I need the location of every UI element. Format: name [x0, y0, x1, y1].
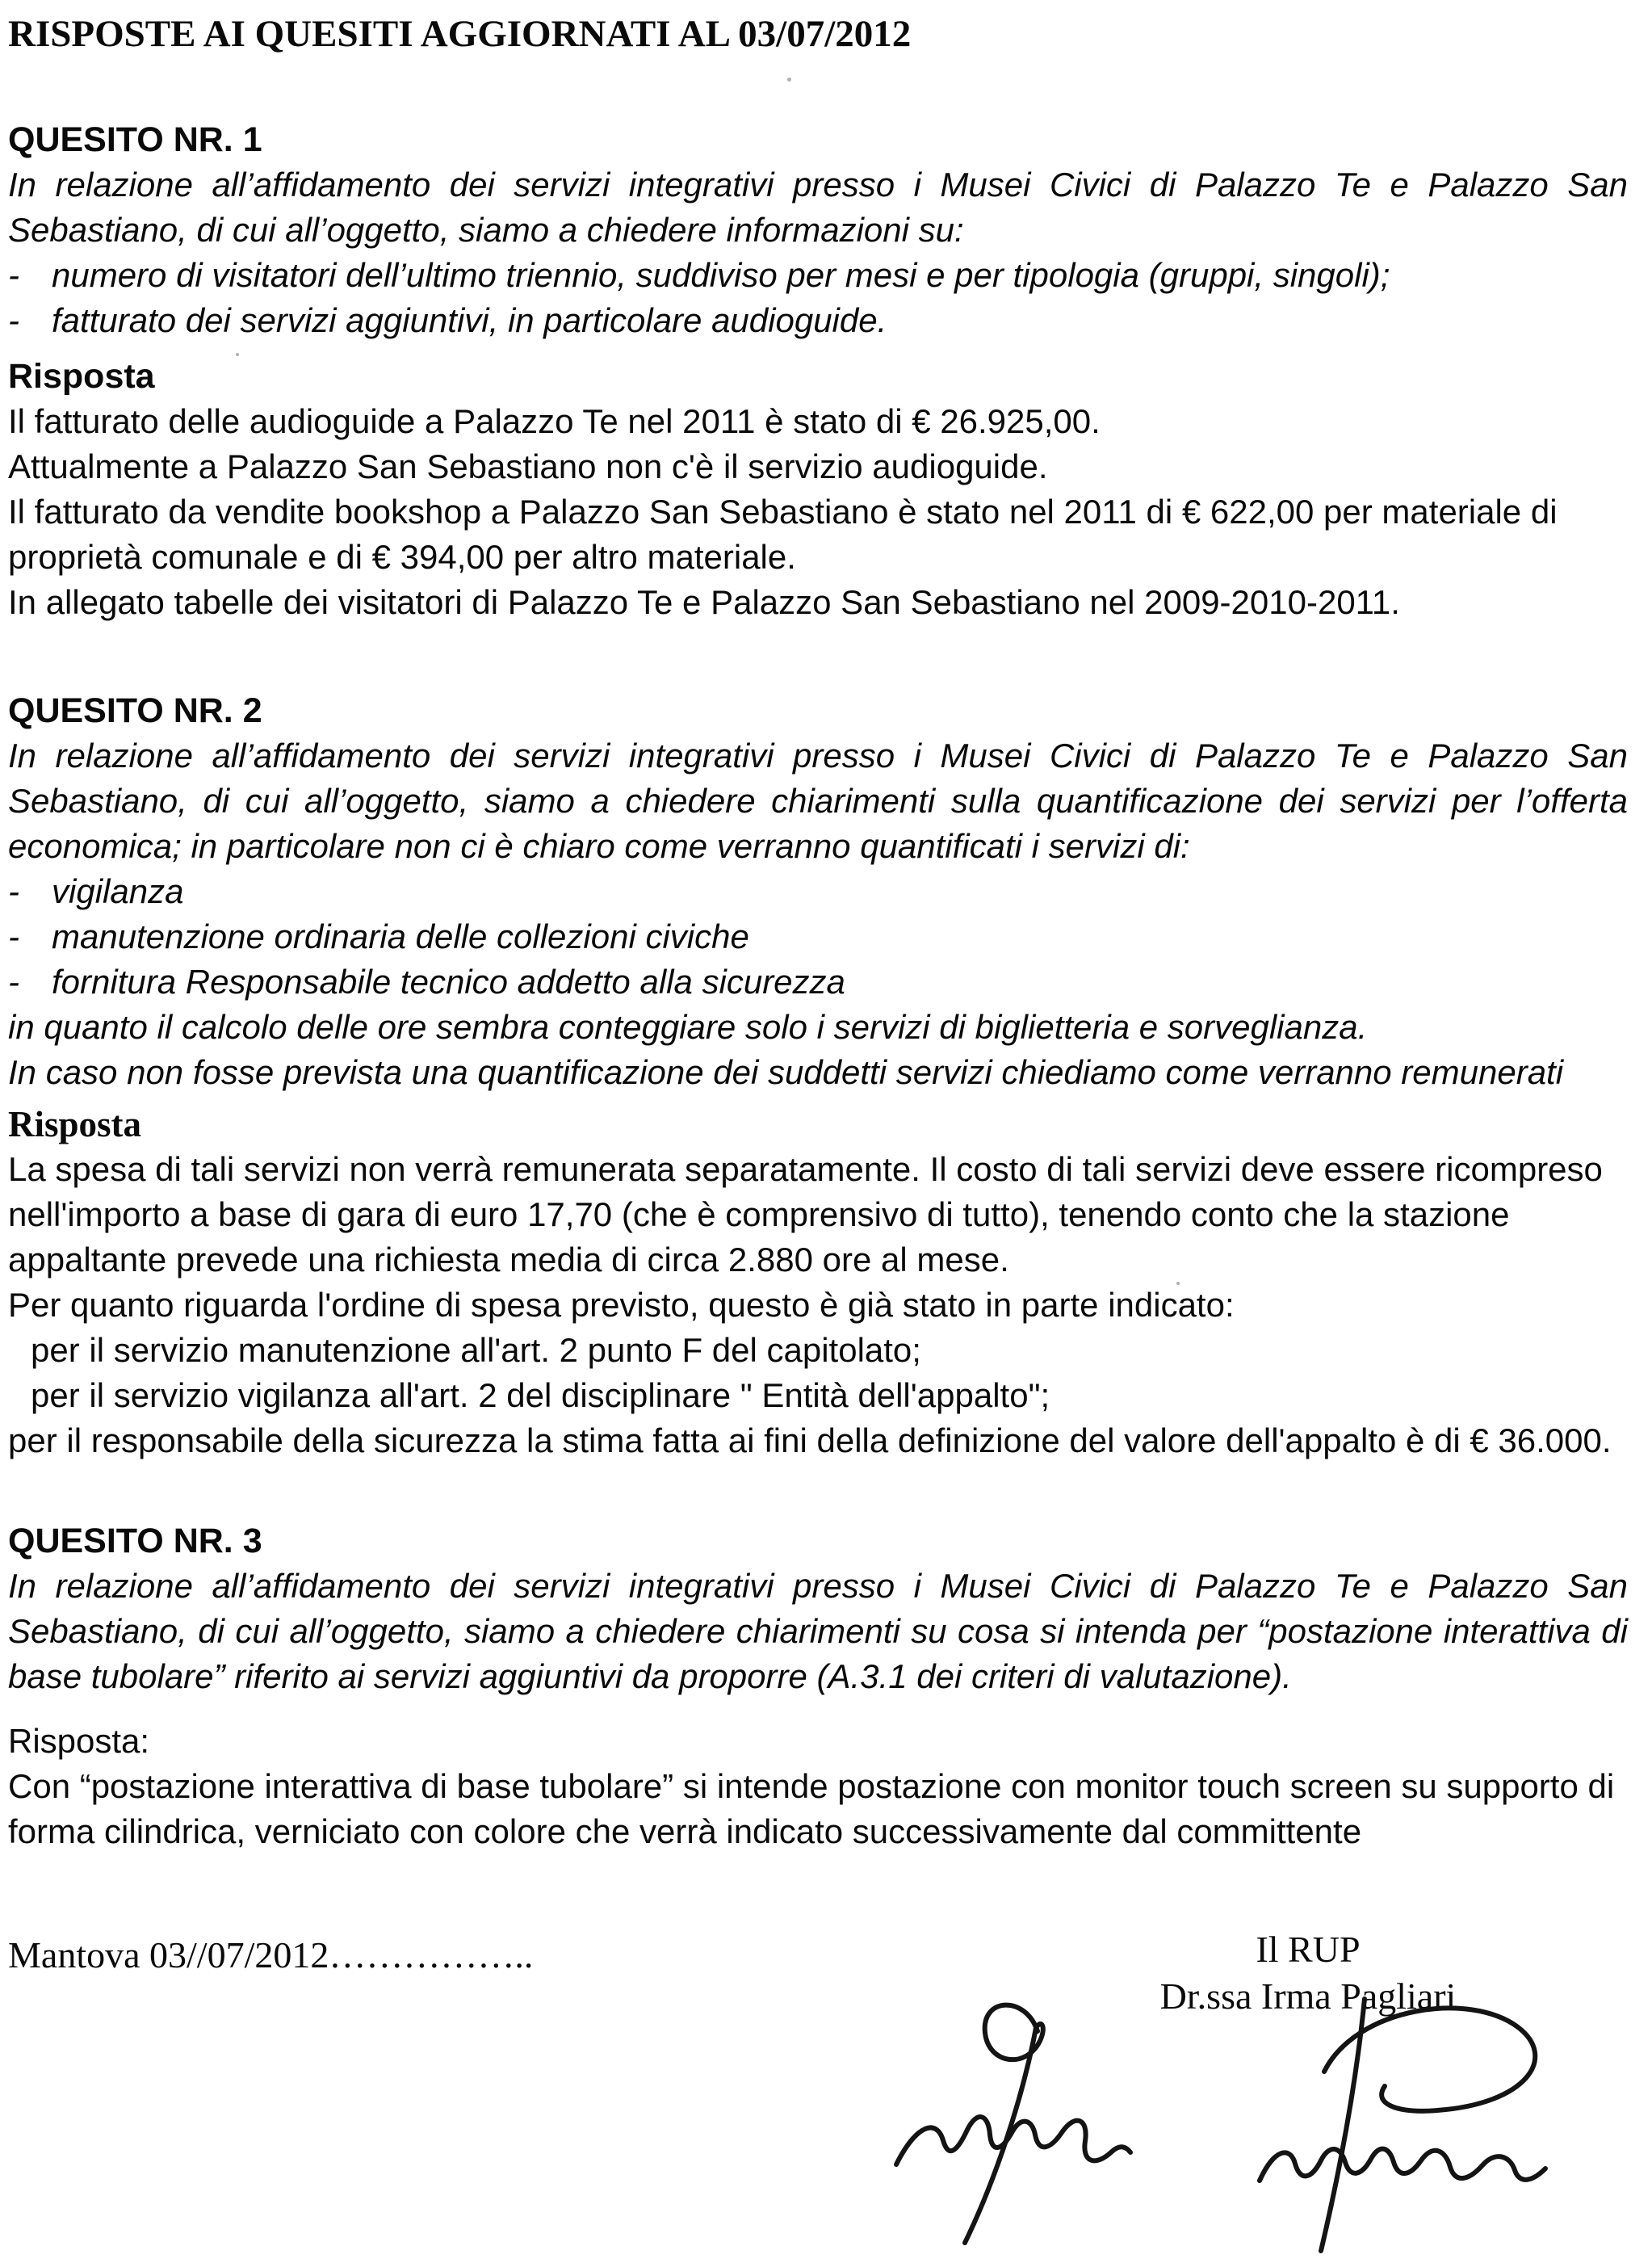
- quesito-1-bullet: [8, 253, 1628, 298]
- bullet-dash: -: [8, 872, 19, 910]
- bullet-text: manutenzione ordinaria delle collezioni civiche: [52, 917, 749, 955]
- scan-speck: [787, 78, 791, 82]
- scan-speck: [236, 353, 239, 356]
- quesito-2-intro: In relazione all’affidamento dei servizi integrativi presso i Musei Civici di Palazzo Te e Palazzo San Sebastiano, di cui all’oggetto, siamo a chiedere chiarimenti sulla quantificazione dei servizi per l’offerta economica; in particolare non ci è chiaro come verranno quantificati i servizi di:: [8, 737, 1628, 865]
- bullet-dash: -: [8, 301, 19, 339]
- scan-speck: [1176, 1282, 1180, 1285]
- signature-irma-pagliari: [872, 1983, 1566, 2261]
- bullet-dash: -: [8, 256, 19, 294]
- risposta-1-paragraph: Il fatturato da vendite bookshop a Palazzo San Sebastiano è stato nel 2011 di € 622,00 per materiale di proprietà comunale e di € 394,00 per altro materiale.: [8, 493, 1558, 576]
- bullet-text: fatturato dei servizi aggiuntivi, in particolare audioguide.: [52, 301, 887, 339]
- place-date-line: Mantova 03//07/2012……………..: [8, 1934, 534, 1975]
- quesito-1-heading: QUESITO NR. 1: [8, 120, 262, 159]
- quesito-2-bullet: [8, 959, 1628, 1005]
- bullet-text: numero di visitatori dell’ultimo triennio, suddiviso per mesi e per tipologia (gruppi, singoli);: [52, 256, 1390, 294]
- risposta-1-paragraph: Attualmente a Palazzo San Sebastiano non c'è il servizio audioguide.: [8, 447, 1048, 485]
- bullet-text: fornitura Responsabile tecnico addetto alla sicurezza: [52, 963, 845, 1001]
- quesito-1-section: [8, 117, 1628, 343]
- quesito-2-section: [8, 688, 1628, 1095]
- quesito-2-bullet: [8, 869, 1628, 914]
- quesito-1-bullet: [8, 298, 1628, 343]
- signature-strokes: [872, 1983, 1566, 2261]
- rup-title: Il RUP: [1256, 1929, 1361, 1970]
- risposta-1-heading: Risposta: [8, 357, 155, 396]
- quesito-2-bullet: [8, 914, 1628, 959]
- risposta-1-paragraph: Il fatturato delle audioguide a Palazzo Te nel 2011 è stato di € 26.925,00.: [8, 402, 1101, 440]
- quesito-2-outro: In caso non fosse prevista una quantificazione dei suddetti servizi chiediamo come verranno remunerati: [8, 1053, 1564, 1091]
- document-title: RISPOSTE AI QUESITI AGGIORNATI AL 03/07/2012: [8, 13, 912, 55]
- quesito-2-outro: in quanto il calcolo delle ore sembra conteggiare solo i servizi di biglietteria e sorveglianza.: [8, 1008, 1368, 1046]
- risposta-1-section: [8, 354, 1628, 625]
- quesito-3-intro: In relazione all’affidamento dei servizi integrativi presso i Musei Civici di Palazzo Te e Palazzo San Sebastiano, di cui all’oggetto, siamo a chiedere chiarimenti su cosa si intenda per “postazione interattiva di base tubolare” riferito ai servizi aggiuntivi da proporre (A.3.1 dei criteri di valutazione).: [8, 1567, 1628, 1695]
- risposta-3-section: [8, 1719, 1628, 1854]
- risposta-2-paragraph: La spesa di tali servizi non verrà remunerata separatamente. Il costo di tali servizi deve essere ricompreso nell'importo a base di gara di euro 17,70 (che è comprensivo di tutto), tenendo conto che la stazione appaltante prevede una richiesta media di circa 2.880 ore al mese.: [8, 1150, 1603, 1278]
- risposta-2-paragraph: Per quanto riguarda l'ordine di spesa previsto, questo è già stato in parte indicato:: [8, 1286, 1235, 1324]
- quesito-2-heading: QUESITO NR. 2: [8, 691, 262, 730]
- document-header: [8, 11, 1628, 57]
- risposta-2-closing: per il responsabile della sicurezza la stima fatta ai fini della definizione del valore dell'appalto è di € 36.000.: [8, 1421, 1612, 1459]
- risposta-2-indented-item: per il servizio manutenzione all'art. 2 punto F del capitolato;: [31, 1331, 921, 1369]
- bullet-text: vigilanza: [52, 872, 184, 910]
- quesito-1-intro: In relazione all’affidamento dei servizi integrativi presso i Musei Civici di Palazzo Te e Palazzo San Sebastiano, di cui all’oggetto, siamo a chiedere informazioni su:: [8, 166, 1628, 249]
- risposta-3-paragraph: Con “postazione interattiva di base tubolare” si intende postazione con monitor touch screen su supporto di forma cilindrica, verniciato con colore che verrà indicato successivamente dal committente: [8, 1767, 1615, 1850]
- rup-name: Dr.ssa Irma Pagliari: [1159, 1975, 1457, 2017]
- risposta-1-paragraph: In allegato tabelle dei visitatori di Palazzo Te e Palazzo San Sebastiano nel 2009-2010-2011.: [8, 583, 1400, 621]
- risposta-2-heading: Risposta: [8, 1104, 142, 1144]
- bullet-dash: -: [8, 917, 19, 955]
- risposta-3-heading: Risposta:: [8, 1722, 150, 1760]
- bullet-dash: -: [8, 963, 19, 1001]
- quesito-3-section: [8, 1518, 1628, 1699]
- risposta-2-indented-item: per il servizio vigilanza all'art. 2 del disciplinare " Entità dell'appalto";: [31, 1376, 1050, 1414]
- risposta-2-section: [8, 1102, 1628, 1463]
- quesito-3-heading: QUESITO NR. 3: [8, 1522, 262, 1560]
